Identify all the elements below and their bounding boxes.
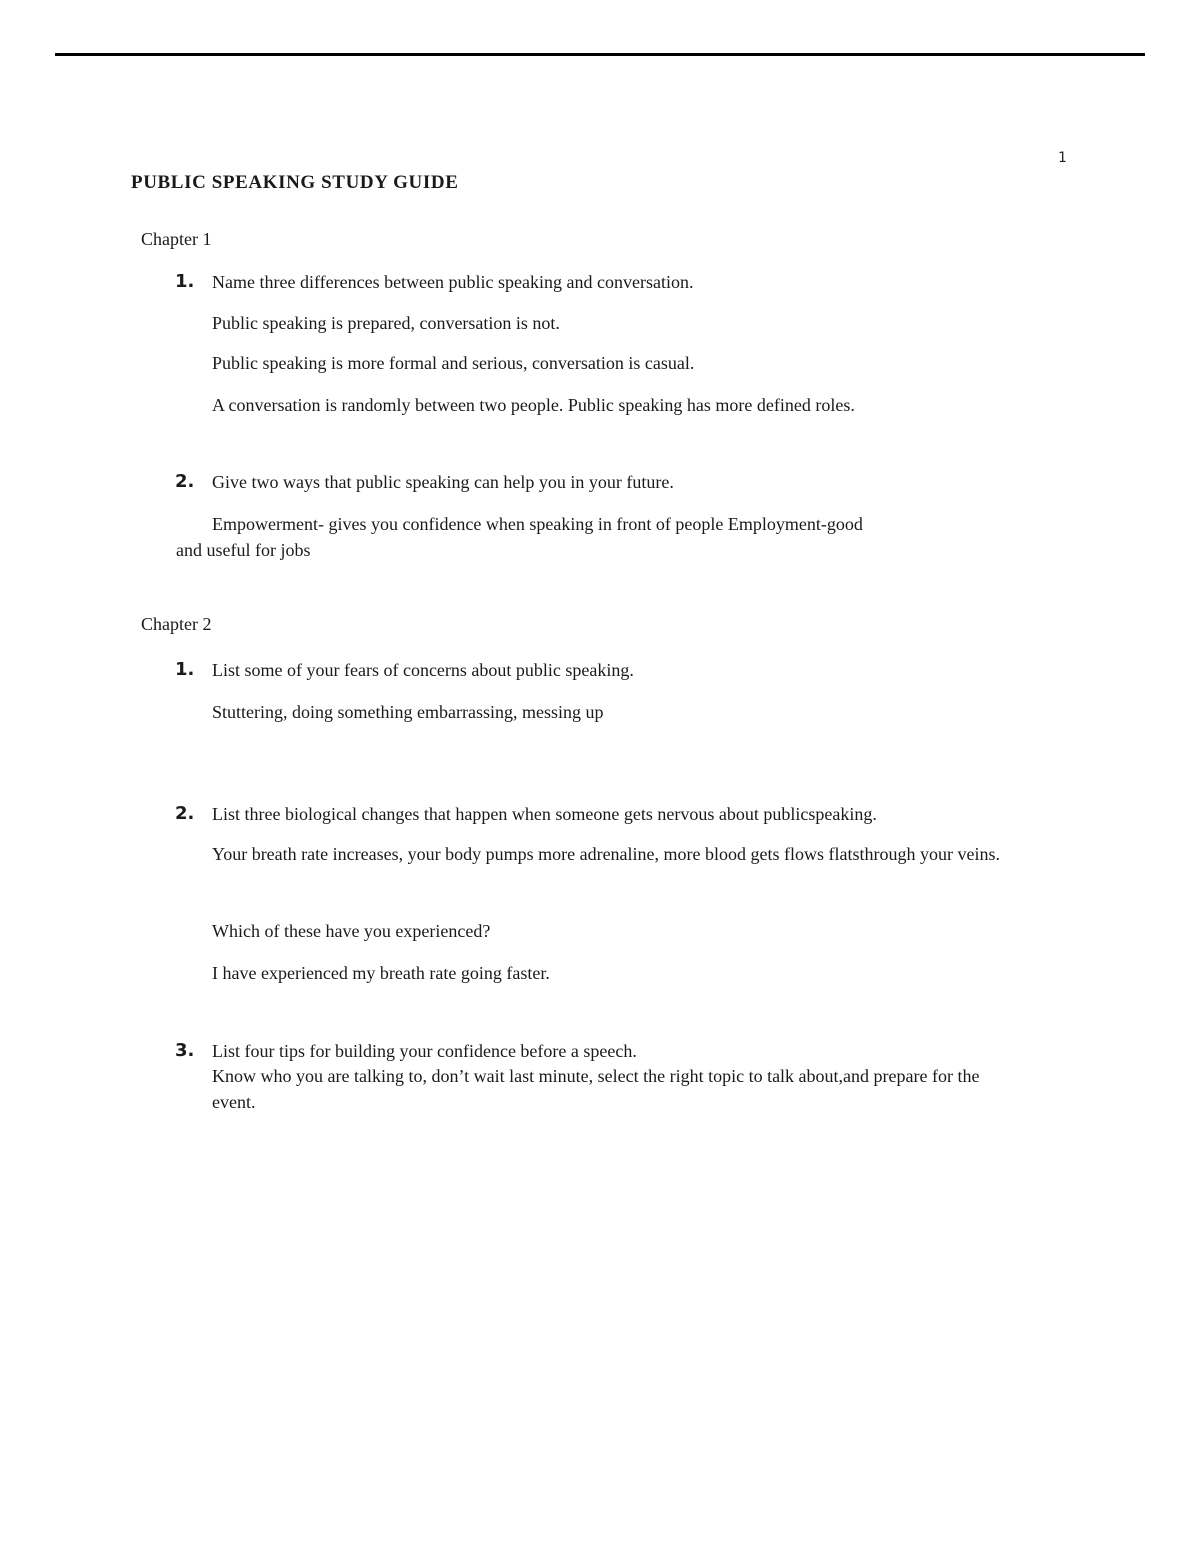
ch2-question-1-answer: Stuttering, doing something embarrassing, messing up (212, 702, 604, 722)
ch1-question-2-answer-line-1: Empowerment- gives you confidence when speaking in front of people Employment-good (212, 514, 863, 534)
ch2-question-2-followup-question: Which of these have you experienced? (212, 921, 491, 941)
ch1-question-2-number: 2. (175, 471, 195, 492)
ch1-question-1-prompt: Name three differences between public speaking and conversation. (212, 272, 694, 292)
document-title: PUBLIC SPEAKING STUDY GUIDE (131, 172, 459, 193)
ch1-question-1-answer-2: Public speaking is more formal and serious, conversation is casual. (212, 353, 695, 373)
ch1-question-2-prompt: Give two ways that public speaking can help you in your future. (212, 472, 674, 492)
ch1-question-1-answer-1: Public speaking is prepared, conversation is not. (212, 313, 560, 333)
ch2-question-2-prompt: List three biological changes that happen when someone gets nervous about publicspeaking. (212, 804, 877, 824)
ch2-question-2-followup-answer: I have experienced my breath rate going faster. (212, 963, 550, 983)
ch1-question-2-answer-line-2: and useful for jobs (176, 540, 311, 560)
chapter-1-heading: Chapter 1 (141, 229, 212, 249)
chapter-2-heading: Chapter 2 (141, 614, 212, 634)
ch2-question-2-answer: Your breath rate increases, your body pumps more adrenaline, more blood gets flows flatsthrough your veins. (212, 844, 1000, 864)
ch2-question-3-answer: Know who you are talking to, don’t wait last minute, select the right topic to talk about,and prepare for the event. (212, 1066, 980, 1112)
ch2-question-3-number: 3. (175, 1040, 195, 1061)
ch2-question-1-number: 1. (175, 659, 195, 680)
header-rule (55, 53, 1145, 56)
page-number: 1 (1058, 150, 1067, 166)
ch2-question-2-number: 2. (175, 803, 195, 824)
ch2-question-1-prompt: List some of your fears of concerns about public speaking. (212, 660, 634, 680)
ch1-question-1-number: 1. (175, 271, 195, 292)
ch2-question-3-prompt: List four tips for building your confidence before a speech. (212, 1041, 637, 1061)
ch1-question-1-answer-3: A conversation is randomly between two people. Public speaking has more defined roles. (212, 395, 855, 415)
